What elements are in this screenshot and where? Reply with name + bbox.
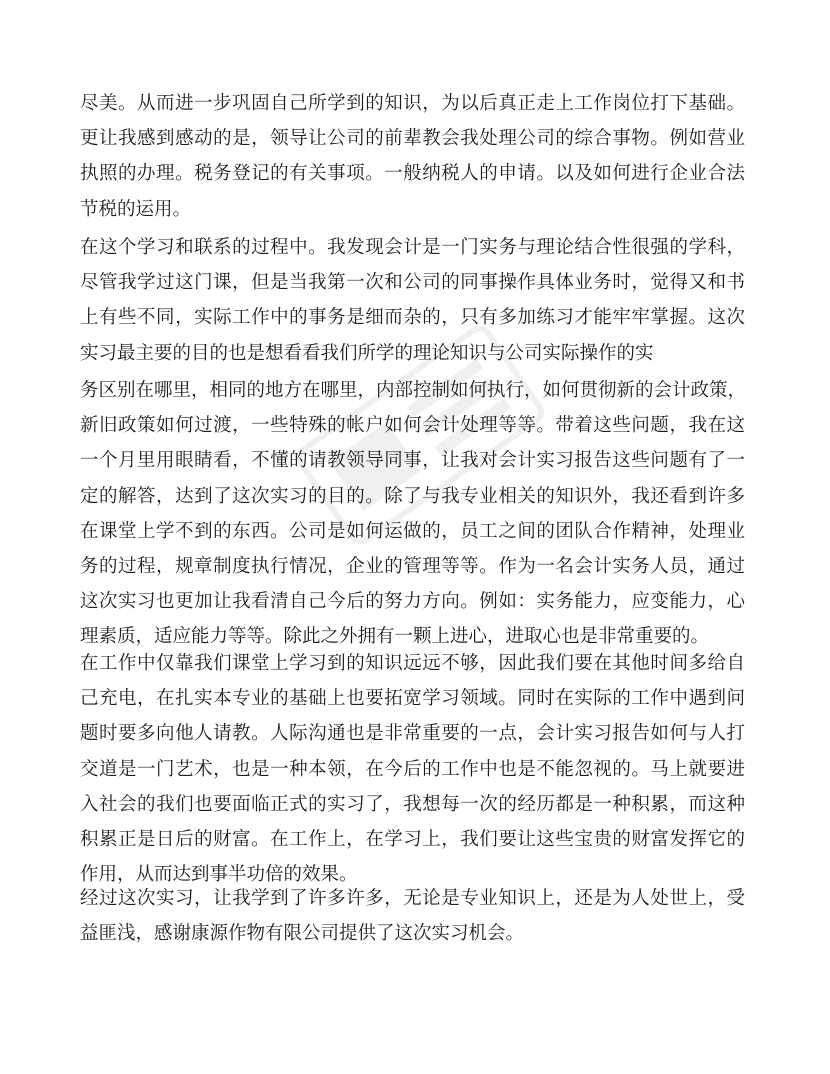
text-line: 务区别在哪里，相同的地方在哪里，内部控制如何执行，如何贯彻新的会计政策，: [80, 380, 747, 401]
text-line: 一个月里用眼睛看，不懂的请教领导同事，让我对会计实习报告这些问题有了一: [80, 450, 745, 472]
text-line: 更让我感到感动的是，领导让公司的前辈教会我处理公司的综合事物。例如营业: [80, 128, 745, 150]
text-line: 益匪浅，感谢康源作物有限公司提供了这次实习机会。: [80, 923, 525, 945]
text-line: 上有些不同，实际工作中的事务是细而杂的，只有多加练习才能牢牢掌握。这次: [80, 307, 745, 329]
paragraph-2: [80, 230, 745, 371]
text-line: 尽美。从而进一步巩固自己所学到的知识，为以后真正走上工作岗位打下基础。: [80, 93, 745, 114]
text-line: 作用，从而达到事半功倍的效果。: [80, 864, 358, 886]
text-line: 新旧政策如何过渡，一些特殊的帐户如何会计处理等等。带着这些问题，我在这: [80, 415, 745, 437]
text-line: 执照的办理。税务登记的有关事项。一般纳税人的申请。以及如何进行企业合法: [80, 163, 745, 185]
text-line: 在工作中仅靠我们课堂上学习到的知识远远不够，因此我们要在其他时间多给自: [80, 653, 745, 674]
text-line: 尽管我学过这门课，但是当我第一次和公司的同事操作具体业务时，觉得又和书: [80, 272, 745, 294]
text-line: 积累正是日后的财富。在工作上，在学习上，我们要让这些宝贵的财富发挥它的: [80, 828, 745, 850]
paragraph-4: [80, 646, 745, 892]
paragraph-3: [80, 373, 745, 655]
text-line: 题时要多向他人请教。人际沟通也是非常重要的一点，会计实习报告如何与人打: [80, 723, 745, 745]
text-line: 实习最主要的目的也是想看看我们所学的理论知识与公司实际操作的实: [80, 342, 654, 364]
text-line: 节税的运用。: [80, 198, 192, 220]
text-line: 经过这次实习，让我学到了许多许多，无论是专业知识上，还是为人处世上，受: [80, 888, 745, 909]
text-line: 定的解答，达到了这次实习的目的。除了与我专业相关的知识外，我还看到许多: [80, 485, 745, 507]
text-line: 入社会的我们也要面临正式的实习了，我想每一次的经历都是一种积累，而这种: [80, 793, 745, 815]
text-line: 务的过程，规章制度执行情况，企业的管理等等。作为一名会计实务人员，通过: [80, 555, 745, 577]
text-line: 己充电，在扎实本专业的基础上也要拓宽学习领域。同时在实际的工作中遇到问: [80, 688, 745, 710]
text-line: 在课堂上学不到的东西。公司是如何运做的，员工之间的团队合作精神，处理业: [80, 520, 745, 542]
text-line: 理素质，适应能力等等。除此之外拥有一颗上进心，进取心也是非常重要的。: [80, 626, 710, 648]
text-line: 在这个学习和联系的过程中。我发现会计是一门实务与理论结合性很强的学科，: [80, 237, 745, 258]
text-line: 这次实习也更加让我看清自己今后的努力方向。例如：实务能力，应变能力，心: [80, 591, 745, 613]
text-line: 交道是一门艺术，也是一种本领，在今后的工作中也是不能忽视的。马上就要进: [80, 758, 745, 780]
paragraph-1: [80, 86, 745, 227]
paragraph-5: [80, 881, 745, 951]
